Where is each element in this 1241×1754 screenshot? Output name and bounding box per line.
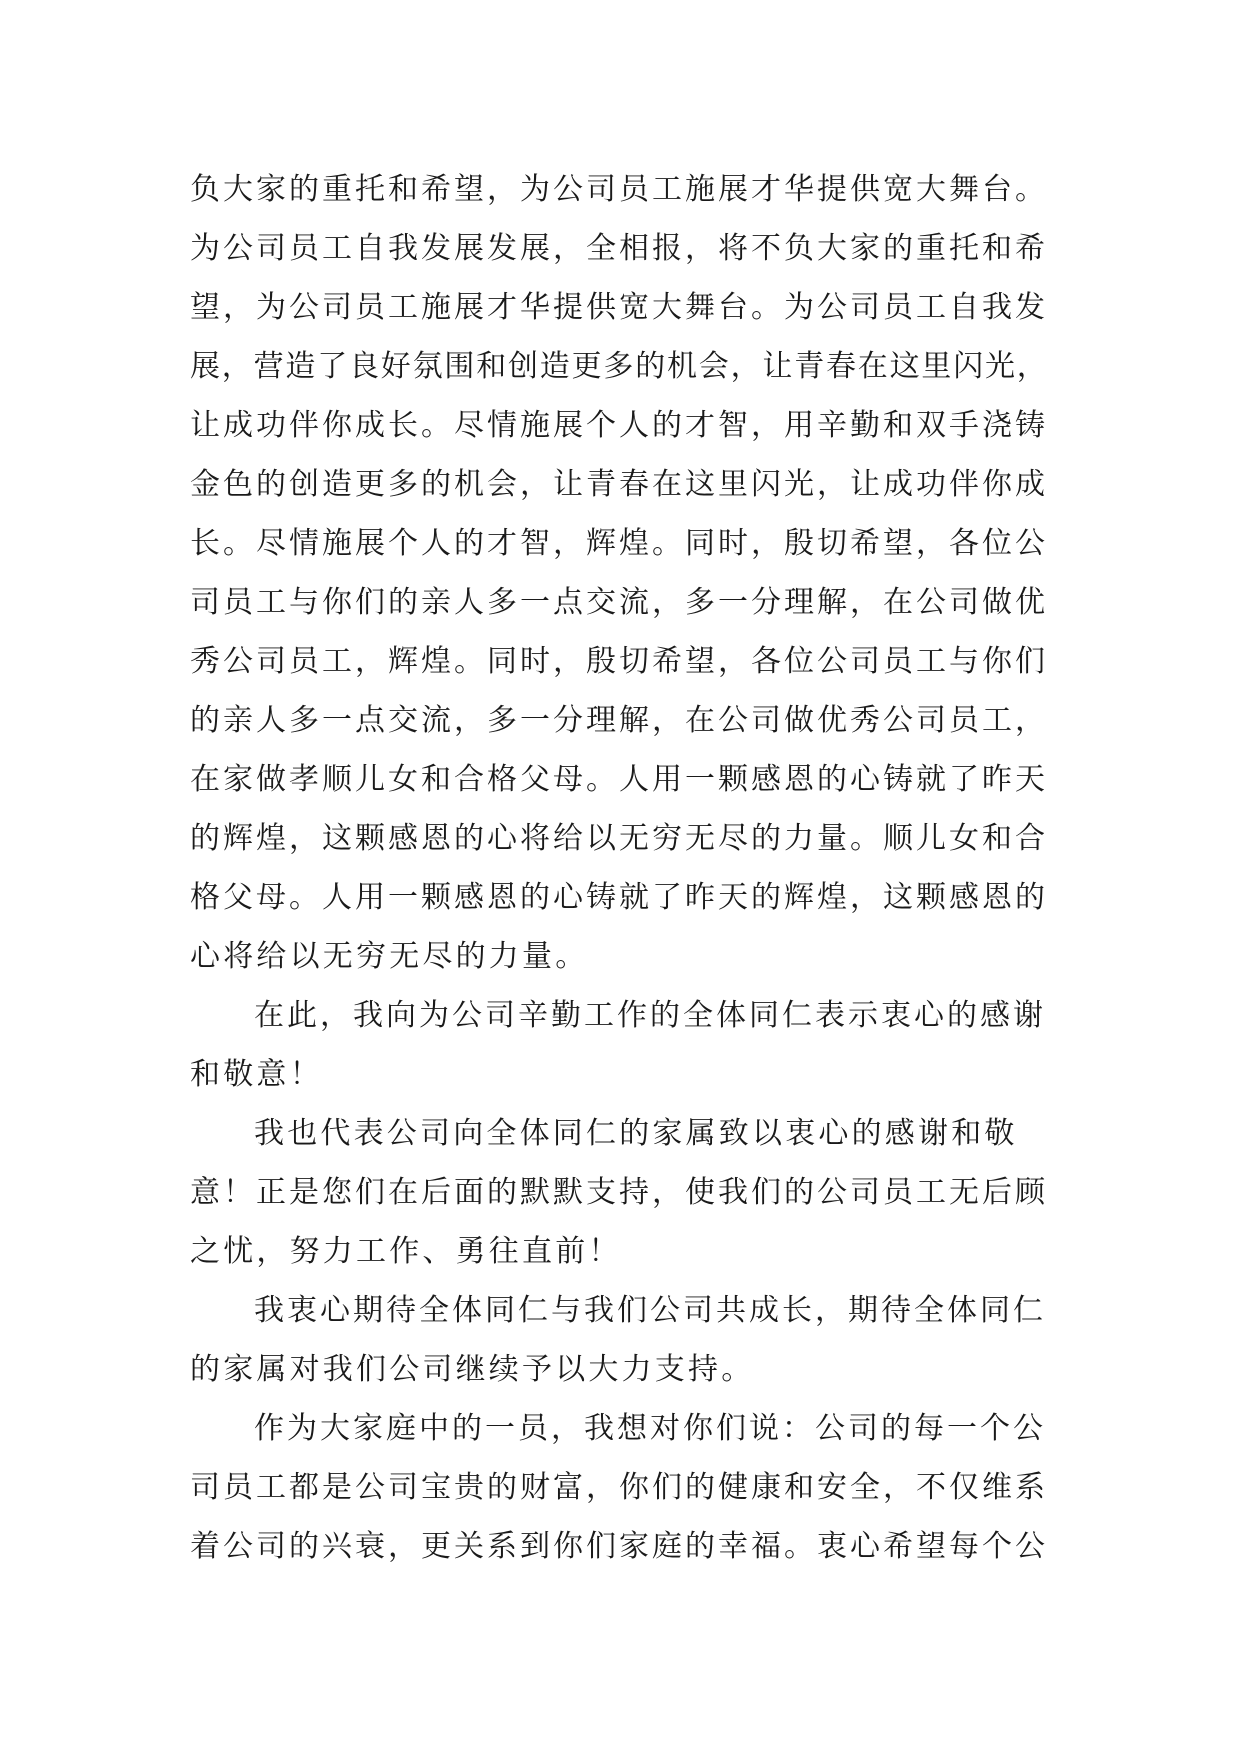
text-line: 司员工与你们的亲人多一点交流，多一分理解，在公司做优 bbox=[190, 585, 1048, 620]
text-line: 之忧，努力工作、勇往直前！ bbox=[190, 1234, 622, 1269]
paragraph-first-line: 我衷心期待全体同仁与我们公司共成长，期待全体同仁 bbox=[254, 1293, 1046, 1328]
text-line: 在家做孝顺儿女和合格父母。人用一颗感恩的心铸就了昨天 bbox=[190, 762, 1048, 797]
text-line: 着公司的兴衰，更关系到你们家庭的幸福。衷心希望每个公 bbox=[190, 1529, 1048, 1564]
text-line: 望，为公司员工施展才华提供宽大舞台。为公司员工自我发 bbox=[190, 290, 1048, 325]
paragraph-first-line: 作为大家庭中的一员，我想对你们说：公司的每一个公 bbox=[254, 1411, 1046, 1446]
text-line: 展，营造了良好氛围和创造更多的机会，让青春在这里闪光， bbox=[190, 349, 1049, 384]
paragraph-first-line: 我也代表公司向全体同仁的家属致以衷心的感谢和敬 bbox=[254, 1116, 1018, 1151]
text-line: 的家属对我们公司继续予以大力支持。 bbox=[190, 1352, 755, 1387]
text-line: 让成功伴你成长。尽情施展个人的才智，用辛勤和双手浇铸 bbox=[190, 408, 1048, 443]
text-line: 为公司员工自我发展发展，全相报，将不负大家的重托和希 bbox=[190, 231, 1048, 266]
text-line: 心将给以无穷无尽的力量。 bbox=[190, 939, 589, 974]
text-line: 司员工都是公司宝贵的财富，你们的健康和安全，不仅维系 bbox=[190, 1470, 1048, 1505]
text-line: 金色的创造更多的机会，让青春在这里闪光，让成功伴你成 bbox=[190, 467, 1048, 502]
text-line: 长。尽情施展个人的才智，辉煌。同时，殷切希望，各位公 bbox=[190, 526, 1048, 561]
text-line: 的亲人多一点交流，多一分理解，在公司做优秀公司员工， bbox=[190, 703, 1048, 738]
text-line: 秀公司员工，辉煌。同时，殷切希望，各位公司员工与你们 bbox=[190, 644, 1048, 679]
text-line: 意！正是您们在后面的默默支持，使我们的公司员工无后顾 bbox=[190, 1175, 1048, 1210]
paragraph-first-line: 在此，我向为公司辛勤工作的全体同仁表示衷心的感谢 bbox=[254, 998, 1046, 1033]
text-line: 负大家的重托和希望，为公司员工施展才华提供宽大舞台。 bbox=[190, 172, 1048, 207]
text-line: 和敬意！ bbox=[190, 1057, 323, 1092]
document-body bbox=[190, 160, 1050, 1576]
text-line: 的辉煌，这颗感恩的心将给以无穷无尽的力量。顺儿女和合 bbox=[190, 821, 1048, 856]
text-line: 格父母。人用一颗感恩的心铸就了昨天的辉煌，这颗感恩的 bbox=[190, 880, 1048, 915]
